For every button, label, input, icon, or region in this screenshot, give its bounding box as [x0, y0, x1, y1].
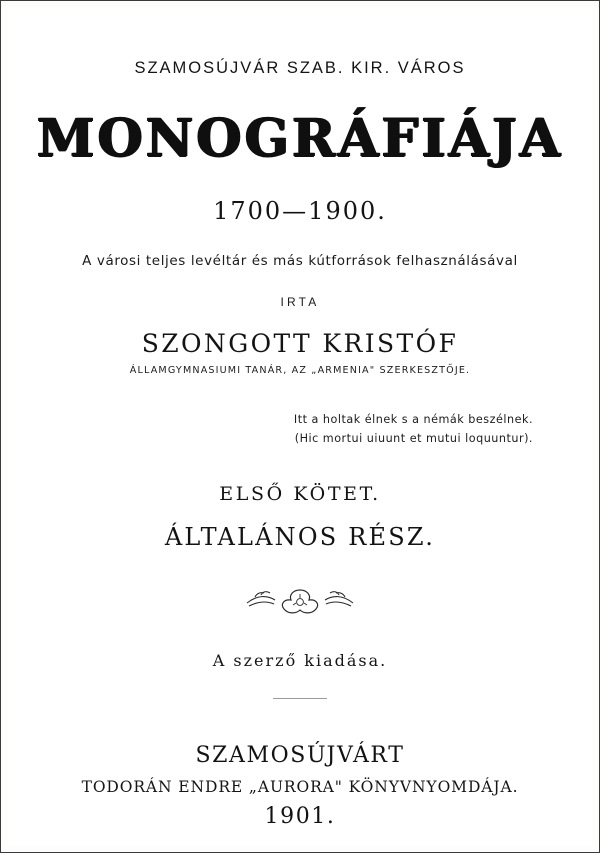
- year-range: 1700—1900.: [213, 196, 387, 225]
- author-name: SZONGOTT KRISTÓF: [141, 328, 459, 358]
- imprint-year: 1901.: [264, 803, 336, 829]
- city-line: SZAMOSÚJVÁR SZAB. KIR. VÁROS: [134, 59, 466, 77]
- divider-rule: [273, 698, 327, 699]
- subtitle: A városi teljes levéltár és más kútforrások felhasználásával: [82, 252, 518, 269]
- motto-line-latin: (Hic mortui uiuunt et mutui loquuntur).: [294, 432, 533, 446]
- page-title: MONOGRÁFIÁJA: [36, 108, 564, 169]
- motto-block: [7, 410, 593, 449]
- part-label: ÁLTALÁNOS RÉSZ.: [164, 522, 436, 551]
- by-label: IRTA: [280, 294, 320, 309]
- title-page-sheet: [7, 7, 593, 846]
- imprint-block: [82, 743, 519, 829]
- imprint-printer: TODORÁN ENDRE „AURORA" KÖNYVNYOMDÁJA.: [81, 777, 519, 796]
- floral-ornament-icon: [241, 585, 359, 621]
- volume-label: ELSŐ KÖTET.: [219, 482, 381, 505]
- publisher-note: A szerző kiadása.: [212, 650, 388, 670]
- author-role: ÁLLAMGYMNASIUMI TANÁR, AZ „ARMENIA" SZERKESZTŐJE.: [129, 364, 471, 376]
- imprint-city: SZAMOSÚJVÁRT: [195, 742, 405, 768]
- motto-line-hungarian: Itt a holtak élnek s a némák beszélnek.: [293, 412, 533, 426]
